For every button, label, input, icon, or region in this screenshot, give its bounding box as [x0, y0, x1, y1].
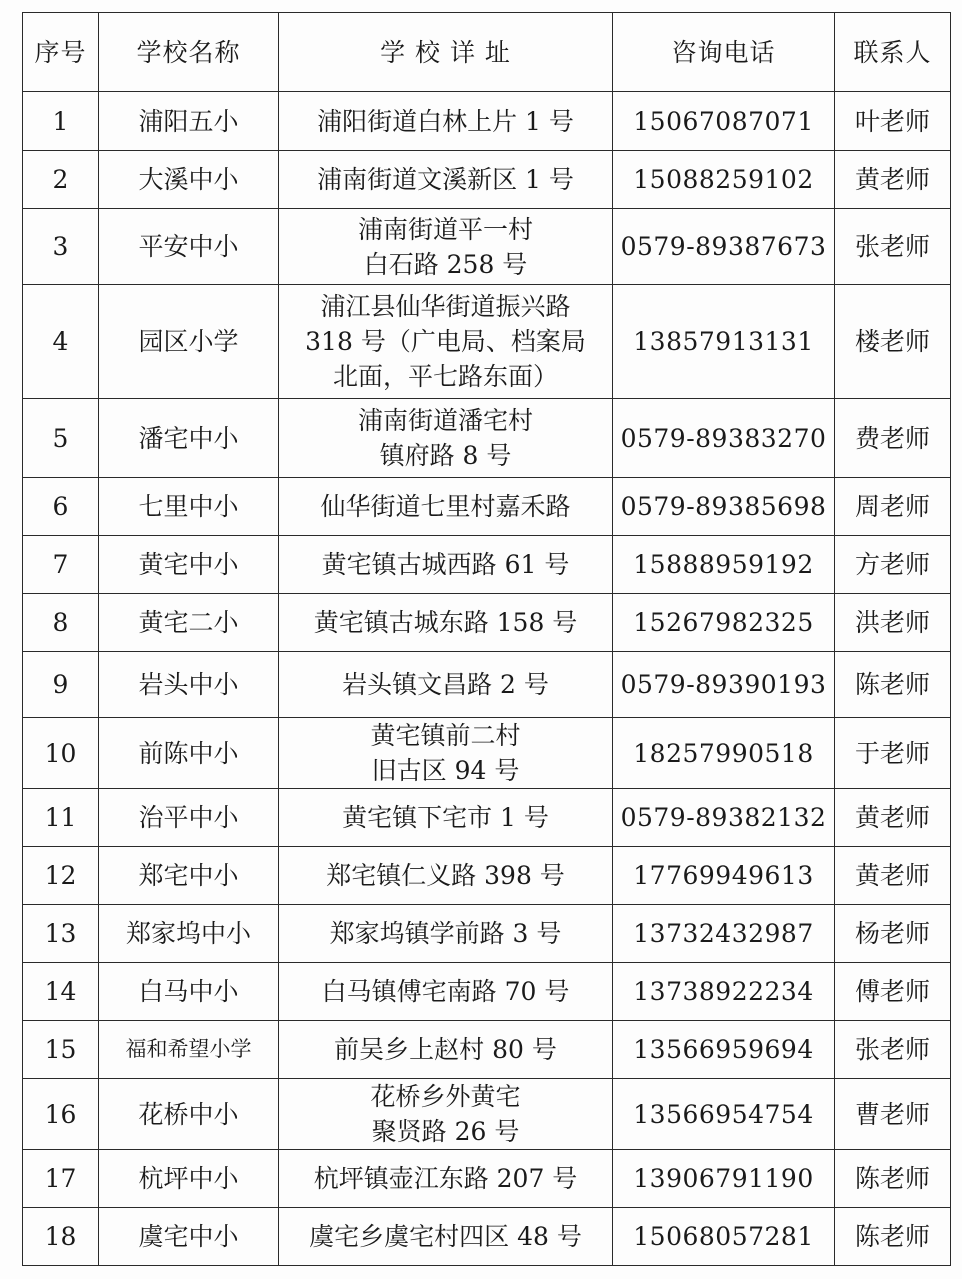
table-row	[23, 92, 951, 151]
school-name: 潘宅中小	[99, 399, 279, 478]
contact-person: 杨老师	[835, 905, 951, 963]
address-line: 浦南街道潘宅村	[357, 406, 533, 435]
contact-person: 于老师	[835, 718, 951, 789]
address-line: 黄宅镇下宅市 1 号	[342, 803, 549, 832]
school-address	[279, 1150, 613, 1208]
table-row	[23, 652, 951, 718]
phone-number: 15267982325	[613, 594, 835, 652]
address-line: 白马镇傅宅南路 70 号	[321, 977, 570, 1006]
row-number: 3	[23, 209, 99, 285]
contact-person: 陈老师	[835, 1150, 951, 1208]
table-row	[23, 1079, 951, 1150]
contact-person: 张老师	[835, 209, 951, 285]
table-row	[23, 789, 951, 847]
school-name: 郑宅中小	[99, 847, 279, 905]
phone-number: 15067087071	[613, 92, 835, 151]
contact-person: 陈老师	[835, 1208, 951, 1266]
table-row	[23, 718, 951, 789]
table-row	[23, 478, 951, 536]
address-line: 旧古区 94 号	[371, 756, 520, 785]
contact-person: 叶老师	[835, 92, 951, 151]
address-line: 郑家坞镇学前路 3 号	[329, 919, 562, 948]
school-address	[279, 1079, 613, 1150]
phone-number: 13732432987	[613, 905, 835, 963]
address-line: 聚贤路 26 号	[371, 1117, 520, 1146]
school-name: 黄宅二小	[99, 594, 279, 652]
row-number: 18	[23, 1208, 99, 1266]
row-number: 2	[23, 151, 99, 209]
phone-number: 0579-89382132	[613, 789, 835, 847]
table-row	[23, 399, 951, 478]
phone-number: 15888959192	[613, 536, 835, 594]
table-row	[23, 1021, 951, 1079]
address-line: 浦南街道平一村	[357, 214, 533, 244]
contact-person: 陈老师	[835, 652, 951, 718]
header-phone: 咨询电话	[613, 13, 835, 92]
school-address	[279, 847, 613, 905]
table-row	[23, 1208, 951, 1266]
table-row	[23, 1150, 951, 1208]
contact-person: 黄老师	[835, 789, 951, 847]
address-line: 郑宅镇仁义路 398 号	[326, 861, 565, 890]
phone-number: 17769949613	[613, 847, 835, 905]
school-name: 白马中小	[99, 963, 279, 1021]
school-contact-table	[22, 12, 951, 1266]
phone-number: 13906791190	[613, 1150, 835, 1208]
contact-person: 傅老师	[835, 963, 951, 1021]
address-line: 岩头镇文昌路 2 号	[342, 670, 549, 699]
row-number: 8	[23, 594, 99, 652]
address-line: 北面，平七路东面）	[332, 362, 558, 391]
header-address: 学 校 详 址	[279, 13, 613, 92]
school-name: 前陈中小	[99, 718, 279, 789]
table-row	[23, 847, 951, 905]
address-line: 黄宅镇古城东路 158 号	[313, 608, 578, 637]
school-name: 黄宅中小	[99, 536, 279, 594]
school-name: 平安中小	[99, 209, 279, 285]
header-no: 序号	[23, 13, 99, 92]
row-number: 9	[23, 652, 99, 718]
school-name: 园区小学	[99, 285, 279, 399]
phone-number: 15088259102	[613, 151, 835, 209]
address-line: 花桥乡外黄宅	[370, 1082, 521, 1111]
address-line: 虞宅乡虞宅村四区 48 号	[309, 1222, 582, 1251]
contact-person: 方老师	[835, 536, 951, 594]
phone-number: 13738922234	[613, 963, 835, 1021]
school-name: 大溪中小	[99, 151, 279, 209]
table-row	[23, 905, 951, 963]
row-number: 16	[23, 1079, 99, 1150]
row-number: 13	[23, 905, 99, 963]
phone-number: 15068057281	[613, 1208, 835, 1266]
school-address	[279, 789, 613, 847]
table-row	[23, 594, 951, 652]
row-number: 12	[23, 847, 99, 905]
header-name: 学校名称	[99, 13, 279, 92]
address-line: 白石路 258 号	[363, 249, 528, 279]
school-name: 岩头中小	[99, 652, 279, 718]
header-row	[23, 13, 951, 92]
phone-number: 0579-89383270	[613, 399, 835, 478]
address-line: 镇府路 8 号	[379, 441, 512, 470]
table-body	[23, 92, 951, 1266]
contact-person: 黄老师	[835, 847, 951, 905]
row-number: 10	[23, 718, 99, 789]
table-row	[23, 209, 951, 285]
row-number: 7	[23, 536, 99, 594]
address-line: 杭坪镇壶江东路 207 号	[313, 1164, 578, 1193]
school-address	[279, 652, 613, 718]
school-address	[279, 92, 613, 151]
row-number: 6	[23, 478, 99, 536]
table-row	[23, 151, 951, 209]
phone-number: 0579-89390193	[613, 652, 835, 718]
table-row	[23, 536, 951, 594]
phone-number: 0579-89387673	[613, 209, 835, 285]
row-number: 1	[23, 92, 99, 151]
contact-person: 洪老师	[835, 594, 951, 652]
school-address	[279, 1208, 613, 1266]
school-name: 郑家坞中小	[99, 905, 279, 963]
row-number: 15	[23, 1021, 99, 1079]
row-number: 5	[23, 399, 99, 478]
phone-number: 13566959694	[613, 1021, 835, 1079]
address-line: 浦南街道文溪新区 1 号	[317, 165, 574, 194]
row-number: 14	[23, 963, 99, 1021]
school-address	[279, 718, 613, 789]
school-address	[279, 151, 613, 209]
address-line: 黄宅镇古城西路 61 号	[321, 550, 570, 579]
address-line: 黄宅镇前二村	[370, 721, 521, 750]
school-name: 治平中小	[99, 789, 279, 847]
school-name: 杭坪中小	[99, 1150, 279, 1208]
row-number: 11	[23, 789, 99, 847]
school-address	[279, 1021, 613, 1079]
school-name: 福和希望小学	[99, 1021, 279, 1079]
phone-number: 13566954754	[613, 1079, 835, 1150]
table-row	[23, 963, 951, 1021]
phone-number: 0579-89385698	[613, 478, 835, 536]
phone-number: 18257990518	[613, 718, 835, 789]
address-line: 浦江县仙华街道振兴路	[320, 292, 571, 321]
header-contact: 联系人	[835, 13, 951, 92]
school-address	[279, 399, 613, 478]
school-name: 花桥中小	[99, 1079, 279, 1150]
contact-person: 楼老师	[835, 285, 951, 399]
address-line: 仙华街道七里村嘉禾路	[320, 492, 571, 521]
school-address	[279, 536, 613, 594]
contact-person: 费老师	[835, 399, 951, 478]
school-address	[279, 905, 613, 963]
phone-number: 13857913131	[613, 285, 835, 399]
school-name: 浦阳五小	[99, 92, 279, 151]
contact-person: 曹老师	[835, 1079, 951, 1150]
row-number: 4	[23, 285, 99, 399]
address-line: 318 号（广电局、档案局	[305, 327, 586, 356]
school-address	[279, 478, 613, 536]
school-address	[279, 963, 613, 1021]
address-line: 浦阳街道白林上片 1 号	[317, 106, 574, 136]
row-number: 17	[23, 1150, 99, 1208]
school-address	[279, 594, 613, 652]
contact-person: 张老师	[835, 1021, 951, 1079]
school-address	[279, 209, 613, 285]
school-name: 七里中小	[99, 478, 279, 536]
school-name: 虞宅中小	[99, 1208, 279, 1266]
address-line: 前吴乡上赵村 80 号	[334, 1035, 557, 1064]
contact-person: 周老师	[835, 478, 951, 536]
contact-person: 黄老师	[835, 151, 951, 209]
school-address	[279, 285, 613, 399]
table-row	[23, 285, 951, 399]
